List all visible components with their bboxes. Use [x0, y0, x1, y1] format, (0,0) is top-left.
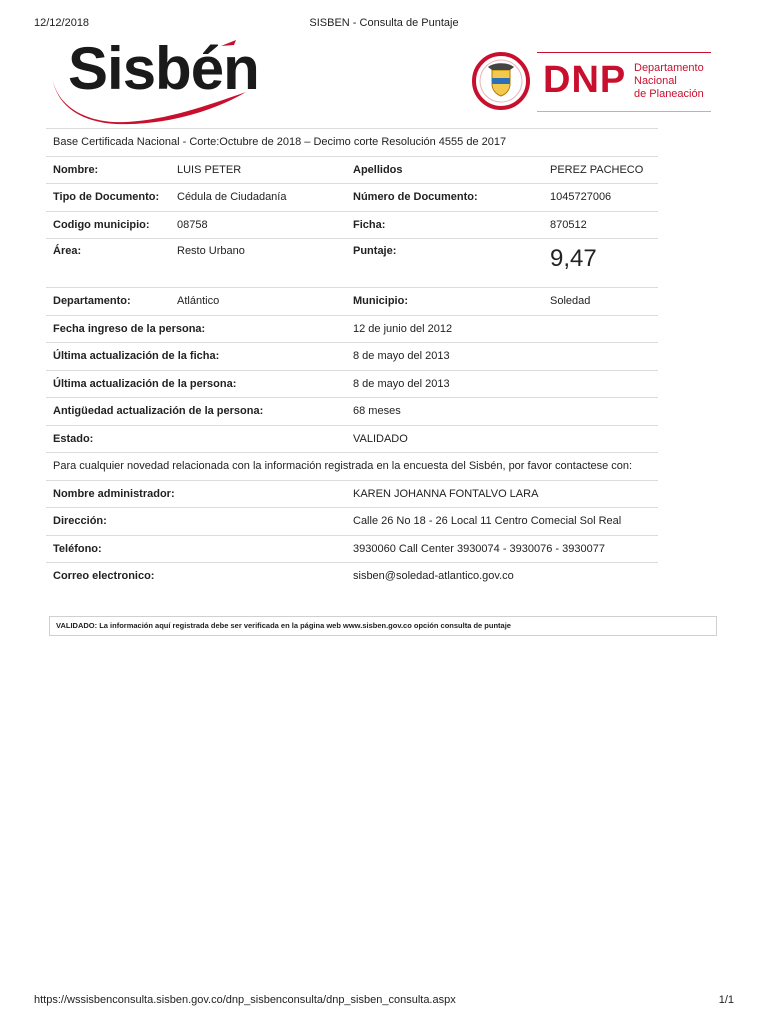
- field-label: Dirección:: [46, 508, 346, 536]
- print-date: 12/12/2018: [34, 17, 90, 29]
- field-value: 870512: [543, 211, 658, 239]
- dnp-logo: [537, 52, 711, 112]
- field-value: sisben@soledad-atlantico.gov.co: [346, 563, 658, 590]
- table-row: [46, 398, 658, 426]
- field-label: Departamento:: [46, 288, 170, 316]
- field-value: Resto Urbano: [170, 239, 346, 288]
- consulta-table: [46, 128, 658, 590]
- field-label: Estado:: [46, 425, 346, 453]
- field-value: KAREN JOHANNA FONTALVO LARA: [346, 480, 658, 508]
- print-url: https://wssisbenconsulta.sisben.gov.co/dnp_sisbenconsulta/dnp_sisben_consulta.aspx: [34, 994, 456, 1006]
- field-value: Atlántico: [170, 288, 346, 316]
- field-value: PEREZ PACHECO: [543, 156, 658, 184]
- contact-intro-row: [46, 453, 658, 481]
- dnp-name: Departamento Nacional de Planeación: [634, 62, 704, 100]
- field-label: Apellidos: [346, 156, 543, 184]
- field-value: 3930060 Call Center 3930074 - 3930076 - 3930077: [346, 535, 658, 563]
- field-value: 8 de mayo del 2013: [346, 370, 658, 398]
- field-label: Ficha:: [346, 211, 543, 239]
- colombia-coat-of-arms-icon: [472, 52, 530, 110]
- table-row: [46, 156, 658, 184]
- table-row: [46, 343, 658, 371]
- field-label: Teléfono:: [46, 535, 346, 563]
- page-count: 1/1: [718, 994, 734, 1006]
- sisben-logo: [46, 36, 286, 126]
- table-row: [46, 239, 658, 288]
- table-row: [46, 425, 658, 453]
- field-value: Cédula de Ciudadanía: [170, 184, 346, 212]
- field-label: Nombre:: [46, 156, 170, 184]
- field-value: 8 de mayo del 2013: [346, 343, 658, 371]
- table-row: [46, 535, 658, 563]
- field-label: Tipo de Documento:: [46, 184, 170, 212]
- validation-notice: VALIDADO: La información aquí registrada debe ser verificada en la página web www.sisben.gov.co opción consulta de puntaje: [49, 616, 717, 636]
- table-row: [46, 370, 658, 398]
- field-label: Antigüedad actualización de la persona:: [46, 398, 346, 426]
- puntaje-value: 9,47: [543, 239, 658, 288]
- field-value: 1045727006: [543, 184, 658, 212]
- field-label: Codigo municipio:: [46, 211, 170, 239]
- base-row: [46, 129, 658, 157]
- field-label: Última actualización de la ficha:: [46, 343, 346, 371]
- field-value: Soledad: [543, 288, 658, 316]
- field-value: Calle 26 No 18 - 26 Local 11 Centro Comecial Sol Real: [346, 508, 658, 536]
- field-label: Fecha ingreso de la persona:: [46, 315, 346, 343]
- sisben-wordmark: Sisbén: [68, 35, 259, 102]
- print-title: SISBEN - Consulta de Puntaje: [309, 17, 459, 29]
- table-row: [46, 480, 658, 508]
- status-value: VALIDADO: [346, 425, 658, 453]
- field-label: Número de Documento:: [346, 184, 543, 212]
- table-row: [46, 184, 658, 212]
- dnp-acronym: DNP: [543, 59, 627, 101]
- table-row: [46, 288, 658, 316]
- table-row: [46, 563, 658, 590]
- field-label: Nombre administrador:: [46, 480, 346, 508]
- field-value: LUIS PETER: [170, 156, 346, 184]
- field-label: Puntaje:: [346, 239, 543, 288]
- table-row: [46, 508, 658, 536]
- field-label: Municipio:: [346, 288, 543, 316]
- field-label: Última actualización de la persona:: [46, 370, 346, 398]
- contact-intro: Para cualquier novedad relacionada con la información registrada en la encuesta del Sisbén, por favor contactese con:: [46, 453, 658, 481]
- table-row: [46, 211, 658, 239]
- field-value: 12 de junio del 2012: [346, 315, 658, 343]
- base-line: Base Certificada Nacional - Corte:Octubre de 2018 – Decimo corte Resolución 4555 de 2017: [46, 129, 658, 157]
- field-label: Correo electronico:: [46, 563, 346, 590]
- field-value: 68 meses: [346, 398, 658, 426]
- table-row: [46, 315, 658, 343]
- field-label: Área:: [46, 239, 170, 288]
- field-value: 08758: [170, 211, 346, 239]
